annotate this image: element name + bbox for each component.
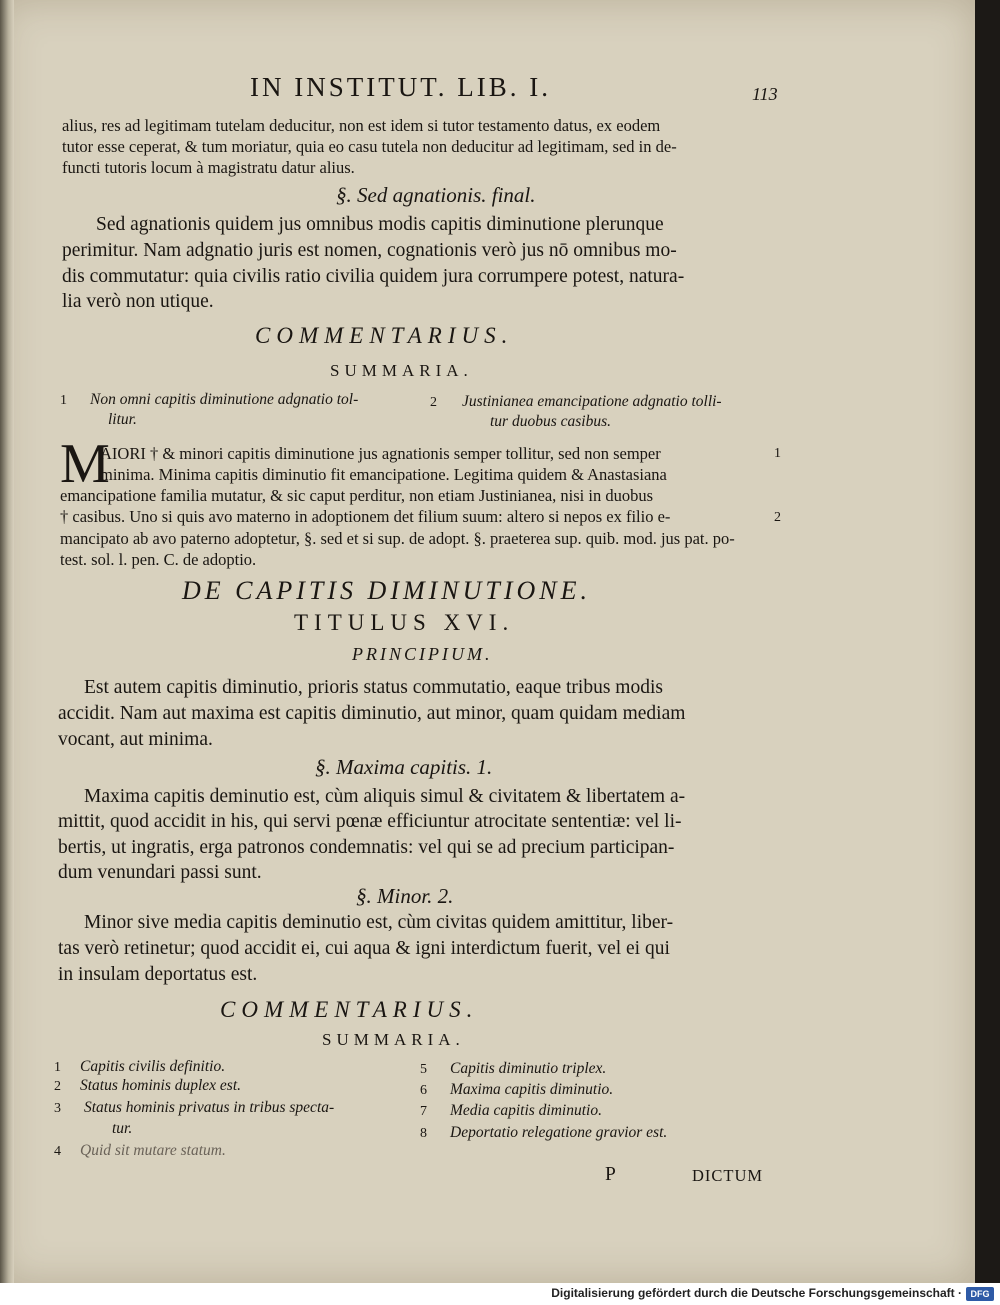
- signature-mark: P: [605, 1164, 616, 1185]
- summary-number: 3: [54, 1101, 61, 1116]
- page-number: 113: [752, 84, 778, 104]
- credit-bar: [0, 1283, 1000, 1305]
- summary-number: 1: [54, 1060, 61, 1075]
- summary-number: 1: [60, 393, 67, 408]
- titulus-heading: TITULUS XVI.: [294, 610, 515, 635]
- text-line: minima. Minima capitis diminutio fit emancipatione. Legitima quidem & Anastasiana: [100, 465, 667, 484]
- text-line: dis commutatur: quia civilis ratio civilia quidem jura corrumpere potest, natura-: [62, 266, 685, 287]
- summary-item: Capitis civilis definitio.: [80, 1058, 226, 1075]
- summary-item: Capitis diminutio triplex.: [450, 1060, 607, 1077]
- summaria-heading: SUMMARIA.: [330, 361, 473, 380]
- commentarius-heading: COMMENTARIUS.: [220, 997, 479, 1022]
- text-line: in insulam deportatus est.: [58, 964, 258, 985]
- summary-item: Deportatio relegatione gravior est.: [450, 1124, 668, 1141]
- summary-number: 5: [420, 1062, 427, 1077]
- text-line: tas verò retinetur; quod accidit ei, cui aqua & igni interdictum fuerit, vel ei qui: [58, 938, 670, 959]
- margin-note: 2: [774, 510, 781, 525]
- summary-item: tur duobus casibus.: [490, 413, 611, 430]
- section-heading: §. Maxima capitis. 1.: [315, 755, 493, 779]
- summary-number: 2: [430, 395, 437, 410]
- catchword: DICTUM: [692, 1166, 764, 1185]
- text-line: perimitur. Nam adgnatio juris est nomen, cognationis verò jus nō omnibus mo-: [62, 240, 677, 261]
- text-line: functi tutoris locum à magistratu datur alius.: [62, 158, 355, 177]
- text-line: vocant, aut minima.: [58, 729, 213, 750]
- text-line: Sed agnationis quidem jus omnibus modis capitis diminutione plerunque: [96, 214, 664, 235]
- margin-note: 1: [774, 446, 781, 461]
- text-line: Maxima capitis deminutio est, cùm aliquis simul & civitatem & libertatem a-: [84, 786, 686, 807]
- summary-item: Non omni capitis diminutione adgnatio tol-: [90, 391, 359, 408]
- drop-cap: M: [60, 433, 110, 495]
- text-line: accidit. Nam aut maxima est capitis diminutio, aut minor, quam quidam mediam: [58, 703, 686, 724]
- text-line: emancipatione familia mutatur, & sic caput perditur, non etiam Justinianea, nisi in duobus: [60, 486, 653, 505]
- section-heading: §. Minor. 2.: [356, 884, 454, 908]
- text-line: test. sol. l. pen. C. de adoptio.: [60, 550, 257, 569]
- text-line: † casibus. Uno si quis avo materno in adoptionem det filium suum: altero si nepos ex filio e-: [60, 507, 671, 526]
- text-line: mancipato ab avo paterno adoptetur, §. sed et si sup. de adopt. §. praeterea sup. quib. mod. jus pat. po-: [60, 529, 735, 548]
- text-line: AIORI † & minori capitis diminutione jus agnationis semper tollitur, sed non semper: [100, 444, 661, 463]
- summary-number: 8: [420, 1126, 427, 1141]
- summary-item: tur.: [112, 1120, 133, 1137]
- text-line: dum venundari passi sunt.: [58, 862, 262, 883]
- principium-heading: PRINCIPIUM.: [352, 644, 493, 664]
- credit-text: Digitalisierung gefördert durch die Deutsche Forschungsgemeinschaft ·: [551, 1286, 962, 1300]
- text-line: lia verò non utique.: [62, 291, 214, 312]
- summary-item: Justinianea emancipatione adgnatio tolli-: [462, 393, 722, 410]
- text-line: bertis, ut ingratis, erga patronos condemnatis: vel qui se ad precium participan-: [58, 837, 675, 858]
- text-line: Minor sive media capitis deminutio est, cùm civitas quidem amittitur, liber-: [84, 912, 674, 933]
- text-line: alius, res ad legitimam tutelam deducitur, non est idem si tutor testamento datus, ex eodem: [62, 116, 661, 135]
- summary-item: Media capitis diminutio.: [450, 1102, 602, 1119]
- summary-item: litur.: [108, 411, 137, 428]
- section-heading: §. Sed agnationis. final.: [336, 183, 536, 207]
- text-line: mittit, quod accidit in his, qui servi pœnæ efficiuntur atrocitate sententiæ: vel li-: [58, 811, 682, 832]
- summary-number: 6: [420, 1083, 427, 1098]
- commentarius-heading: COMMENTARIUS.: [255, 323, 514, 348]
- text-line: tutor esse ceperat, & tum moriatur, quia eo casu tutela non deducitur ad legitimam, sed in de-: [62, 137, 677, 156]
- summary-item: Quid sit mutare statum.: [80, 1142, 226, 1159]
- summary-item: Status hominis privatus in tribus specta-: [84, 1099, 335, 1116]
- summaria-heading: SUMMARIA.: [322, 1030, 465, 1049]
- dfg-logo-icon: DFG: [966, 1287, 994, 1301]
- summary-number: 2: [54, 1079, 61, 1094]
- summary-item: Maxima capitis diminutio.: [450, 1081, 614, 1098]
- summary-item: Status hominis duplex est.: [80, 1077, 242, 1094]
- chapter-title: DE CAPITIS DIMINUTIONE.: [182, 576, 592, 605]
- text-line: Est autem capitis diminutio, prioris status commutatio, eaque tribus modis: [84, 677, 663, 698]
- running-header: IN INSTITUT. LIB. I.: [250, 72, 551, 102]
- summary-number: 7: [420, 1104, 427, 1119]
- scan-edge: [975, 0, 1000, 1283]
- summary-number: 4: [54, 1144, 61, 1159]
